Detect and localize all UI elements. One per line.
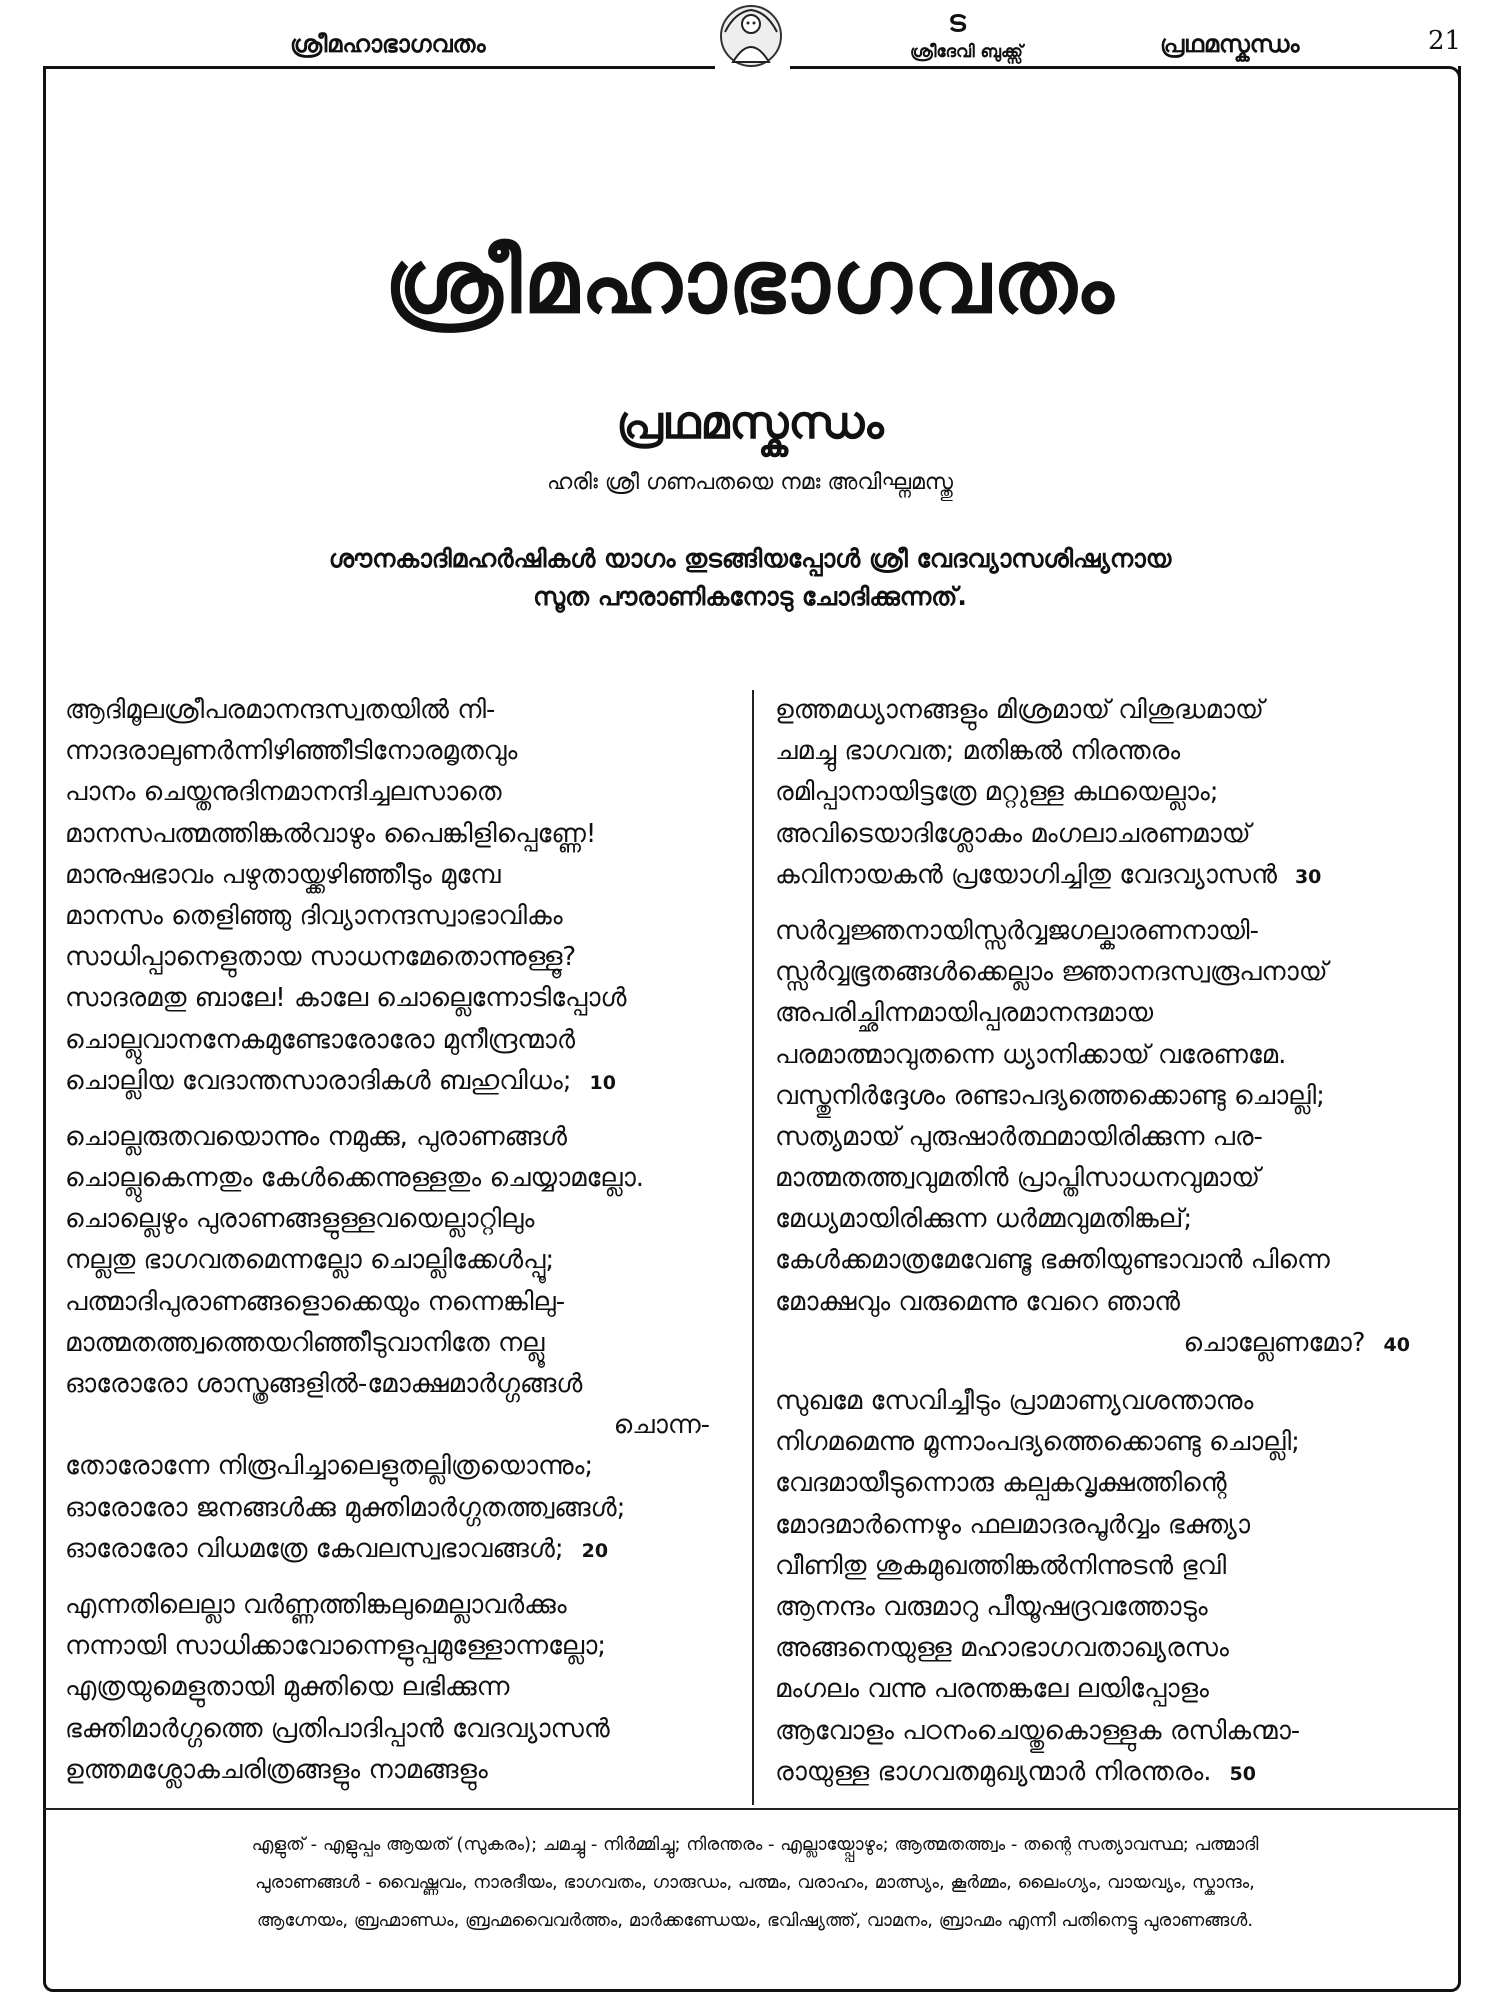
column-divider xyxy=(752,690,754,1805)
verse-line xyxy=(775,1282,1440,1323)
verse-line xyxy=(775,1505,1440,1546)
verse-text: ചൊന്ന- xyxy=(613,1410,710,1441)
verse-text: പാനം ചെയ്തനുദിനമാനന്ദിച്ചലസാതെ xyxy=(65,777,502,808)
stanza xyxy=(65,1585,740,1791)
verse-line xyxy=(65,1020,740,1061)
header-book-title: ശ്രീമഹാഭാഗവതം xyxy=(290,30,486,58)
verse-line xyxy=(65,731,740,772)
verse-line xyxy=(775,1587,1440,1628)
verse-line xyxy=(775,1752,1440,1793)
verse-line xyxy=(775,731,1440,772)
verse-text: ഭക്തിമാർഗ്ഗത്തെ പ്രതിപാദിപ്പാൻ വേദവ്യാസൻ xyxy=(65,1713,610,1744)
verse-text: ചമച്ചു ഭാഗവത; മതിങ്കൽ നിരന്തരം xyxy=(775,736,1181,767)
deity-emblem-icon xyxy=(715,2,787,74)
verse-text: ആദിമൂലശ്രീപരമാനന്ദസ്വതയിൽ നി- xyxy=(65,695,496,725)
intro-heading xyxy=(0,540,1500,616)
verse-line xyxy=(65,978,740,1019)
verse-text: സാധിപ്പാനെളുതായ സാധനമേതൊന്നുള്ളൂ? xyxy=(65,942,577,973)
verse-text: സാദരമതു ബാലേ! കാലേ ചൊല്ലെന്നോടിപ്പോൾ xyxy=(65,983,627,1014)
verse-text: എന്നതിലെല്ലാ വർണ്ണത്തിങ്കലുമെല്ലാവർക്കും xyxy=(65,1589,567,1620)
publisher-mark: ട xyxy=(948,4,966,39)
verse-line xyxy=(65,1446,740,1487)
right-column xyxy=(775,690,1440,1808)
header-publisher: ശ്രീദേവി ബുക്ക്സ് xyxy=(910,42,1023,62)
verse-line xyxy=(65,1158,740,1199)
verse-line xyxy=(775,772,1440,813)
verse-text: മോക്ഷവും വരുമെന്നു വേറെ ഞാൻ xyxy=(775,1286,1180,1317)
verse-line xyxy=(775,993,1440,1034)
verse-text: രമിപ്പാനായിട്ടത്രേ മറ്റുള്ള കഥയെല്ലാം; xyxy=(775,777,1219,808)
verse-line xyxy=(65,1364,740,1405)
verse-line xyxy=(65,1240,740,1281)
verse-line xyxy=(65,1282,740,1323)
verse-number: 50 xyxy=(1229,1762,1256,1785)
glossary-line: എളുത് - എളുപ്പം ആയത് (സുകരം); ചമച്ചു - നിർമ്മിച്ചു; നിരന്തരം - എല്ലായ്പ്പോഴും; ആത്മതത്ത്വം - തന്റെ സത്യാവസ്ഥ; പത്മാദി xyxy=(251,1834,1259,1855)
verse-text: ചൊല്ലുവാനനേകമുണ്ടോരോരോ മുനീന്ദ്രന്മാർ xyxy=(65,1024,576,1055)
verse-text: ചൊല്ലേണമോ? xyxy=(1183,1327,1366,1358)
verse-line xyxy=(775,1546,1440,1587)
verse-line xyxy=(65,855,740,896)
stanza xyxy=(775,1381,1440,1793)
page-header xyxy=(0,0,1500,66)
verse-text: അങ്ങനെയുള്ള മഹാഭാഗവതാഖ്യരസം xyxy=(775,1633,1229,1664)
verse-line xyxy=(65,1488,740,1529)
verse-text: നിഗമമെന്നു മൂന്നാംപദ്യത്തെക്കൊണ്ടു ചൊല്ലി; xyxy=(775,1427,1300,1458)
verse-line-wrap xyxy=(775,1323,1440,1366)
verse-text: കവിനായകൻ പ്രയോഗിച്ചിതു വേദവ്യാസൻ xyxy=(775,859,1277,890)
verse-line xyxy=(65,1061,740,1102)
verse-text: ആനന്ദം വരുമാറു പീയൂഷദ്രവത്തോടും xyxy=(775,1591,1208,1622)
verse-line xyxy=(775,814,1440,855)
verse-line xyxy=(775,855,1440,896)
verse-text: പത്മാദിപുരാണങ്ങളൊക്കെയും നന്നെങ്കിലു- xyxy=(65,1286,566,1317)
verse-text: ഉത്തമശ്ലോകചരിത്രങ്ങളും നാമങ്ങളും xyxy=(65,1754,488,1785)
page-frame-corner xyxy=(1440,66,1461,87)
verse-text: ചൊല്ലുകെന്നതും കേൾക്കെന്നുള്ളതും ചെയ്യാമല്ലോ. xyxy=(65,1163,645,1194)
verse-text: ചൊല്ലരുതവയൊന്നും നമുക്കു, പുരാണങ്ങൾ xyxy=(65,1121,567,1152)
verse-text: മാനസപത്മത്തിങ്കൽവാഴും പൈങ്കിളിപ്പെണ്ണേ! xyxy=(65,818,597,849)
verse-text: മാനുഷഭാവം പഴുതായ്ക്കഴിഞ്ഞീടും മുമ്പേ xyxy=(65,859,501,890)
verse-line xyxy=(775,1669,1440,1710)
verse-text: പരമാത്മാവുതന്നെ ധ്യാനിക്കായ് വരേണമേ. xyxy=(775,1039,1287,1070)
verse-number: 30 xyxy=(1294,865,1322,888)
stanza xyxy=(775,911,1440,1366)
verse-line xyxy=(775,1199,1440,1240)
glossary xyxy=(60,1826,1450,1940)
verse-line xyxy=(775,1240,1440,1281)
invocation: ഹരിഃ ശ്രീ ഗണപതയെ നമഃ അവിഘ്നമസ്തു xyxy=(546,470,954,495)
verse-line xyxy=(65,1529,740,1570)
verse-text: വസ്തുനിർദ്ദേശം രണ്ടാപദ്യത്തെക്കൊണ്ടു ചൊല്ലി; xyxy=(775,1080,1325,1111)
verse-line xyxy=(775,1463,1440,1504)
verse-text: വേദമായീടുന്നൊരു കല്പകവൃക്ഷത്തിന്റെ xyxy=(775,1468,1227,1499)
verse-text: ഓരോരോ വിധമത്രേ കേവലസ്വഭാവങ്ങൾ; xyxy=(65,1533,564,1564)
verse-text: ഓരോരോ ജനങ്ങൾക്കു മുക്തിമാർഗ്ഗതത്ത്വങ്ങൾ; xyxy=(65,1492,626,1523)
verse-number: 10 xyxy=(589,1071,616,1094)
verse-text: മംഗലം വന്നു പരന്തങ്കലേ ലയിപ്പോളം xyxy=(775,1674,1209,1705)
page-number: 21 xyxy=(1428,26,1462,56)
verse-text: ഉത്തമധ്യാനങ്ങളും മിശ്രമായ് വിശുദ്ധമായ് xyxy=(775,695,1264,725)
verse-text: ന്നാദരാലുണർന്നിഴിഞ്ഞീടിനോരമൃതവും xyxy=(65,736,518,767)
stanza xyxy=(775,690,1440,896)
verse-line xyxy=(65,1585,740,1626)
stanza xyxy=(65,1117,740,1570)
verse-text: കേൾക്കമാത്രമേവേണ്ടൂ ഭക്തിയുണ്ടാവാൻ പിന്നെ xyxy=(775,1245,1330,1276)
verse-line xyxy=(775,690,1440,731)
verse-line xyxy=(65,1199,740,1240)
verse-line xyxy=(775,1076,1440,1117)
verse-text: സത്യമായ് പുരുഷാർത്ഥമായിരിക്കുന്ന പര- xyxy=(775,1121,1263,1152)
verse-text: നന്നായി സാധിക്കാവോന്നെളുപ്പമുള്ളോന്നല്ലോ; xyxy=(65,1631,607,1662)
verse-line xyxy=(775,1422,1440,1463)
intro-line: സൂത പൗരാണികനോടു ചോദിക്കുന്നത്. xyxy=(533,582,967,611)
verse-line xyxy=(775,1381,1440,1422)
verse-line xyxy=(775,1628,1440,1669)
verse-line xyxy=(65,1709,740,1750)
verse-line xyxy=(775,911,1440,952)
glossary-line: പുരാണങ്ങൾ - വൈഷ്ണവം, നാരദീയം, ഭാഗവതം, ഗാരുഡം, പത്മം, വരാഹം, മാത്സ്യം, കൂർമ്മം, ലൈംഗ്യം, വായവ്യം, സ്കാന്ദം, xyxy=(255,1872,1255,1893)
verse-line xyxy=(65,896,740,937)
verse-line xyxy=(65,772,740,813)
verse-line xyxy=(65,1626,740,1667)
verse-text: രായുള്ള ഭാഗവതമുഖ്യന്മാർ നിരന്തരം. xyxy=(775,1756,1212,1787)
glossary-line: ആഗ്നേയം, ബ്രഹ്മാണ്ഡം, ബ്രഹ്മവൈവർത്തം, മാർക്കണ്ഡേയം, ഭവിഷ്യത്ത്, വാമനം, ബ്രാഹ്മം എന്നീ പതിനെട്ടു പുരാണങ്ങൾ. xyxy=(256,1910,1254,1931)
verse-text: സർവ്വജ്ഞനായിസ്സർവ്വജഗല്കാരണനായി- xyxy=(775,915,1259,946)
verse-text: മാത്മതത്ത്വത്തെയറിഞ്ഞീടുവാനിതേ നല്ലൂ xyxy=(65,1327,545,1358)
intro-line: ശൗനകാദിമഹർഷികൾ യാഗം തുടങ്ങിയപ്പോൾ ശ്രീ വേദവ്യാസശിഷ്യനായ xyxy=(328,544,1172,573)
verse-line xyxy=(65,1750,740,1791)
verse-number: 20 xyxy=(581,1539,609,1562)
header-section-title: പ്രഥമസ്കന്ധം xyxy=(1160,30,1300,58)
verse-line xyxy=(775,952,1440,993)
verse-line xyxy=(65,1117,740,1158)
verse-line-wrap xyxy=(65,1405,740,1446)
verse-text: സ്സർവ്വഭൂതങ്ങൾക്കെല്ലാം ജ്ഞാനദസ്വരൂപനായ് xyxy=(775,957,1328,988)
verse-line xyxy=(65,937,740,978)
verse-line xyxy=(775,1158,1440,1199)
verse-text: മാത്മതത്ത്വവുമതിൻ പ്രാപ്തിസാധനവുമായ് xyxy=(775,1163,1260,1194)
verse-line xyxy=(65,690,740,731)
verse-text: ചൊല്ലെഴും പുരാണങ്ങളുള്ളവയെല്ലാറ്റിലും xyxy=(65,1204,535,1235)
verse-text: സുഖമേ സേവിച്ചീടും പ്രാമാണ്യവശന്താനും xyxy=(775,1386,1254,1417)
verse-text: മോദമാർന്നെഴും ഫലമാദരപൂർവ്വം ഭക്ത്യാ xyxy=(775,1509,1250,1540)
verse-text: ഓരോരോ ശാസ്ത്രങ്ങളിൽ-മോക്ഷമാർഗ്ഗങ്ങൾ xyxy=(65,1369,583,1399)
verse-text: തോരോന്നേ നിരൂപിച്ചാലെളുതല്ലിത്രയൊന്നും; xyxy=(65,1451,594,1482)
verse-line xyxy=(65,814,740,855)
verse-text: മാനസം തെളിഞ്ഞു ദിവ്യാനന്ദസ്വാഭാവികം xyxy=(65,900,563,931)
verse-text: എത്രയുമെളുതായി മുക്തിയെ ലഭിക്കുന്ന xyxy=(65,1672,510,1703)
verse-line xyxy=(65,1323,740,1364)
verse-line xyxy=(65,1667,740,1708)
verse-text: ചൊല്ലിയ വേദാന്തസാരാദികൾ ബഹുവിധം; xyxy=(65,1065,572,1096)
page-subtitle: പ്രഥമസ്കന്ധം xyxy=(616,395,884,449)
verse-text: വീണിതു ശുകമുഖത്തിങ്കൽനിന്നുടൻ ഭുവി xyxy=(775,1550,1227,1581)
verse-text: അവിടെയാദിശ്ലോകം മംഗലാചരണമായ് xyxy=(775,818,1251,849)
verse-text: നല്ലതു ഭാഗവതമെന്നല്ലോ ചൊല്ലിക്കേൾപ്പൂ; xyxy=(65,1245,555,1276)
verse-text: അപരിച്ഛിന്നമായിപ്പരമാനന്ദമായ xyxy=(775,998,1154,1029)
stanza xyxy=(65,690,740,1102)
verse-line xyxy=(775,1117,1440,1158)
verse-text: ആവോളം പഠനംചെയ്തുകൊള്ളുക രസികന്മാ- xyxy=(775,1715,1301,1746)
verse-line xyxy=(775,1711,1440,1752)
verse-text: മേധ്യമായിരിക്കുന്ന ധർമ്മവുമതിങ്കല്; xyxy=(775,1204,1193,1235)
verse-line xyxy=(775,1035,1440,1076)
verse-number: 40 xyxy=(1383,1333,1410,1356)
page-title: ശ്രീമഹാഭാഗവതം xyxy=(384,230,1116,333)
footnote-divider xyxy=(43,1808,1461,1810)
left-column xyxy=(65,690,740,1806)
